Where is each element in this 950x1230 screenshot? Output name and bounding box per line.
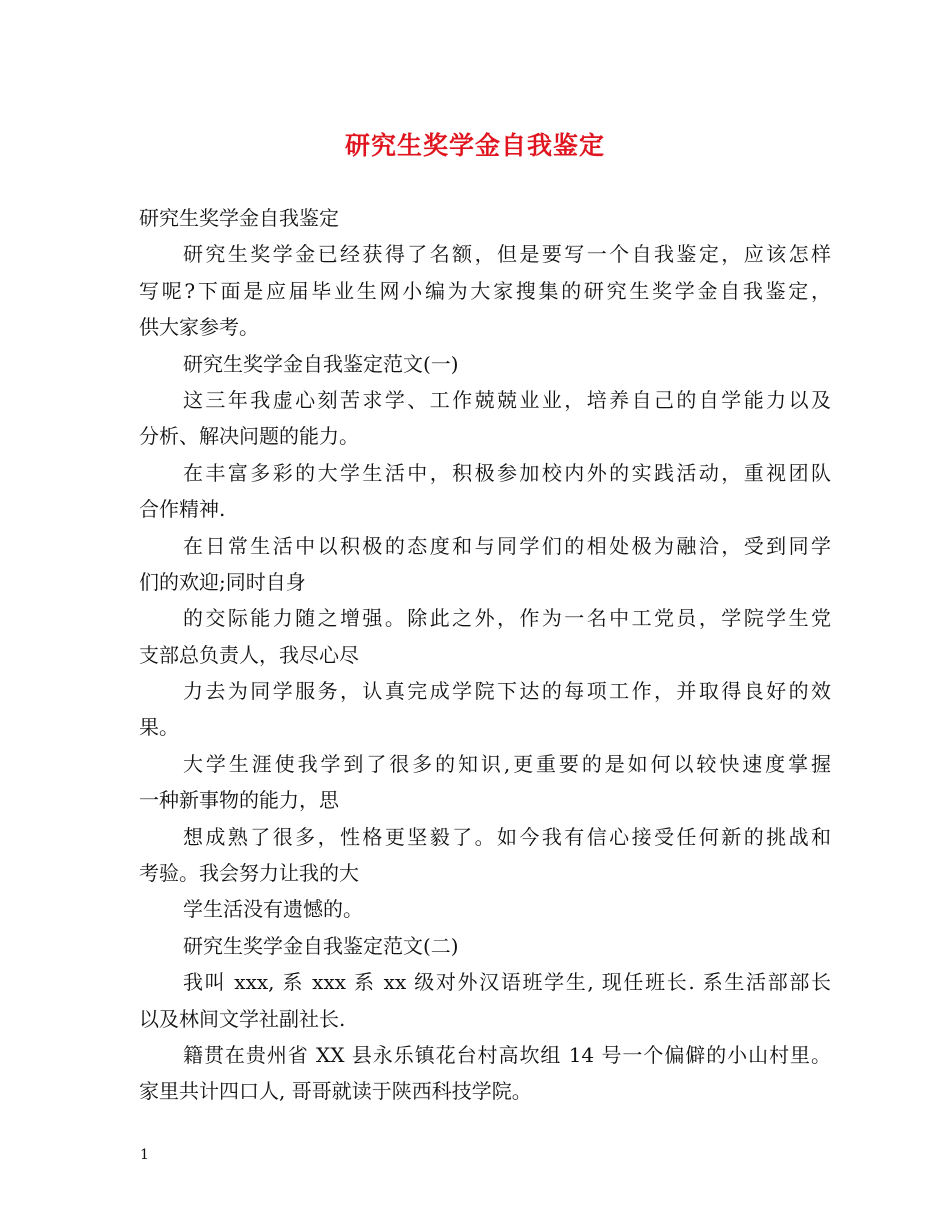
text-line: 合作精神. — [139, 497, 226, 522]
text-line: 考验。我会努力让我的大 — [139, 861, 359, 886]
text-line: 研究生奖学金自我鉴定 — [139, 206, 339, 230]
text-line: 支部总负责人，我尽心尽 — [139, 642, 359, 667]
text-line: 籍贯在贵州省 XX 县永乐镇花台村高坎组 14 号一个偏僻的小山村里。 — [183, 1042, 831, 1067]
text-line: 家里共计四口人, 哥哥就读于陕西科技学院。 — [139, 1079, 532, 1104]
text-line: 在丰富多彩的大学生活中，积极参加校内外的实践活动，重视团队 — [183, 460, 831, 485]
text-line: 这三年我虚心刻苦求学、工作兢兢业业，培养自己的自学能力以及 — [183, 387, 831, 412]
text-line: 们的欢迎;同时自身 — [139, 569, 306, 594]
text-line: 的交际能力随之增强。除此之外，作为一名中工党员，学院学生党 — [183, 606, 831, 631]
text-line: 研究生奖学金自我鉴定范文(二) — [183, 933, 459, 958]
text-line: 学生活没有遗憾的。 — [183, 897, 363, 922]
text-line: 以及林间文学社副社长. — [139, 1006, 346, 1031]
text-line: 研究生奖学金已经获得了名额，但是要写一个自我鉴定，应该怎样 — [183, 242, 831, 267]
text-line: 想成熟了很多，性格更坚毅了。如今我有信心接受任何新的挑战和 — [183, 824, 831, 849]
document-title: 研究生奖学金自我鉴定 — [344, 131, 605, 160]
page-number: 1 — [140, 1147, 149, 1163]
text-line: 供大家参考。 — [139, 315, 259, 340]
text-line: 果。 — [139, 715, 179, 740]
text-line: 研究生奖学金自我鉴定范文(一) — [183, 351, 459, 376]
document-body — [139, 200, 831, 1110]
text-line: 分析、解决问题的能力。 — [139, 424, 359, 449]
text-line: 大学生涯使我学到了很多的知识,更重要的是如何以较快速度掌握 — [183, 751, 831, 776]
text-line: 力去为同学服务，认真完成学院下达的每项工作，并取得良好的效 — [183, 679, 831, 704]
text-line: 一种新事物的能力，思 — [139, 788, 339, 813]
text-line: 写呢?下面是应届毕业生网小编为大家搜集的研究生奖学金自我鉴定， — [139, 278, 831, 303]
text-line: 我叫 xxx, 系 xxx 系 xx 级对外汉语班学生, 现任班长. 系生活部部长 — [183, 970, 831, 995]
text-line: 在日常生活中以积极的态度和与同学们的相处极为融洽，受到同学 — [183, 533, 831, 558]
